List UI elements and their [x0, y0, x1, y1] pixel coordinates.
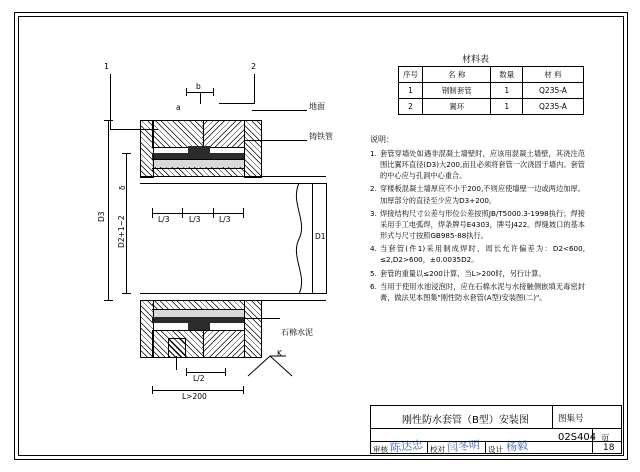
title-block-divider-1 [370, 428, 622, 429]
lmin-tick-l [152, 386, 153, 394]
cell-material: Q235-A [522, 83, 583, 99]
title-block-v1 [552, 405, 553, 428]
wall-section-lower-right [202, 330, 245, 358]
l3-tick-c [213, 208, 214, 218]
d3-tick-bottom [104, 300, 113, 301]
d3-label: D3 [97, 211, 106, 222]
note-body: 穿楼板混凝土墙厚应不小于200,不则应使墙壁一边或两边加厚。加厚部分的直径至少应为D3+200。 [380, 184, 585, 205]
lhalf-label: L/2 [193, 374, 205, 383]
pipe-top-line [140, 176, 326, 177]
callout-2-label: 2 [251, 62, 257, 71]
weld-dim-line [186, 92, 214, 93]
page-label: 页 [601, 434, 610, 444]
th-qty: 数量 [491, 67, 522, 83]
note-body: 当套管(件1)采用制成焊时，周长允许偏差为：D2<600, ≤2,D2>600，±0.0035D2。 [380, 244, 585, 265]
designed-signature: 杨毅 [505, 438, 529, 455]
note-item [370, 281, 585, 303]
label-cast-iron-pipe: 铸铁管 [309, 132, 333, 141]
notes-list [370, 148, 585, 305]
note-index: 6. [370, 281, 377, 291]
wall-left-upper [140, 120, 154, 178]
cell-index: 2 [399, 99, 423, 115]
weld-mark-k [246, 350, 296, 378]
checked-label: 校对 [430, 445, 445, 454]
lhalf-tick-r [225, 368, 226, 376]
atlas-number: 02S404 [558, 432, 597, 443]
notes-title: 说明： [370, 135, 394, 144]
wall-section-upper-left [152, 120, 204, 148]
atlas-label: 图集号 [558, 414, 584, 424]
note-item [370, 148, 585, 181]
d3-tick-top [104, 120, 113, 121]
wall-right-upper [244, 120, 262, 178]
d2-dim-line [126, 153, 127, 293]
approved-signature: 陈达忠 [389, 438, 424, 455]
d2-tick-bottom [122, 293, 131, 294]
lmin-dim-line [152, 390, 244, 391]
note-item [370, 268, 585, 279]
k-label: K [277, 349, 282, 358]
l3-label-right: L/3 [219, 215, 231, 224]
label-asbestos-leader [244, 318, 280, 319]
cell-qty: 1 [491, 99, 522, 115]
d2-tick-top [122, 153, 131, 154]
title-block-v4 [485, 441, 486, 454]
weld-symbol-stem [200, 92, 201, 104]
note-index: 3. [370, 208, 377, 218]
note-item [370, 208, 585, 241]
lhalf-tick-l [186, 368, 187, 376]
note-item [370, 183, 585, 205]
lmin-label: L>200 [182, 392, 207, 401]
note-index: 1. [370, 149, 377, 158]
l3-tick-d [243, 208, 244, 218]
lmin-tick-r [243, 386, 244, 394]
cell-name: 钢制套管 [423, 83, 491, 99]
delta-label: δ [118, 185, 127, 190]
label-floor: 地面 [309, 102, 325, 111]
wall-left-lower [140, 300, 154, 358]
note-index: 2. [370, 184, 377, 194]
pipe-right-edge [326, 183, 327, 294]
th-name: 名 称 [423, 67, 491, 83]
d2-label: D2+1~2 [117, 215, 126, 248]
weld-dim-tick-r [213, 88, 214, 96]
l3-tick-b [182, 208, 183, 218]
wall-section-upper-right [202, 120, 245, 148]
page-number: 18 [603, 443, 615, 453]
material-table-title: 材料表 [462, 55, 490, 65]
detail-block [168, 338, 186, 358]
callout-1-leader [110, 74, 111, 130]
table-row [399, 99, 584, 115]
cell-material: Q235-A [522, 99, 583, 115]
callout-2-leader-h [219, 103, 255, 104]
designed-label: 设计 [488, 445, 503, 454]
d1-dim-line [312, 183, 313, 294]
d3-dim-line [108, 120, 109, 300]
cell-name: 翼环 [423, 99, 491, 115]
note-item [370, 243, 585, 265]
weld-dim-tick-l [186, 88, 187, 96]
material-table-header-row [399, 67, 584, 83]
title-block-v3 [427, 441, 428, 454]
note-body: 焊接结构尺寸公差与形位公差按照JB/T5000.3-1998执行；焊接采用手工电弧焊，焊条牌号E4303，牌号J422。焊缝坡口的基本形式与尺寸按照GB985-88执行。 [380, 208, 585, 241]
th-material: 材 料 [522, 67, 583, 83]
material-table [398, 66, 584, 115]
note-body: 当用于使用水池浸泡时，应在石棉水泥与水接触侧嵌填无毒密封膏，做法见本图集"刚性防水套管(A型)安装图(二)"。 [380, 281, 585, 302]
weld-dim-a: a [176, 103, 181, 112]
l3-label-left: L/3 [158, 215, 170, 224]
detail-stem [176, 356, 177, 370]
cell-qty: 1 [491, 83, 522, 99]
approved-label: 审核 [373, 445, 388, 454]
l3-tick-a [152, 208, 153, 218]
note-body: 套管穿墙处如遇非混凝土墙壁时，应该用混凝土墙壁，其浇注范围比翼环直径(D3)大200,而且必须将套管一次浇固于墙内。套管的中心应与孔洞中心重合。 [380, 149, 585, 181]
l3-dim-line-upper [152, 213, 244, 214]
label-asbestos-cement: 石棉水泥 [281, 328, 313, 337]
cell-index: 1 [399, 83, 423, 99]
note-body: 套管的重量以≤200计算，当L>200时，另行计算。 [380, 268, 546, 278]
l3-label-mid: L/3 [189, 215, 201, 224]
lhalf-dim-line [186, 372, 226, 373]
checked-signature: 闫冬明 [446, 438, 481, 455]
label-floor-leader [252, 110, 307, 111]
th-index: 序号 [399, 67, 423, 83]
drawing-name: 刚性防水套管（B型）安装图 [402, 415, 529, 426]
callout-1-label: 1 [104, 62, 110, 71]
table-row [399, 83, 584, 99]
note-index: 5. [370, 268, 377, 278]
note-index: 4. [370, 244, 377, 254]
flange-plate-upper [188, 146, 210, 153]
flange-plate-lower [188, 323, 210, 330]
weld-dim-b: b [196, 82, 201, 91]
callout-2-leader [254, 74, 255, 104]
pipe-break-line [286, 183, 312, 294]
d1-label: D1 [315, 232, 326, 241]
